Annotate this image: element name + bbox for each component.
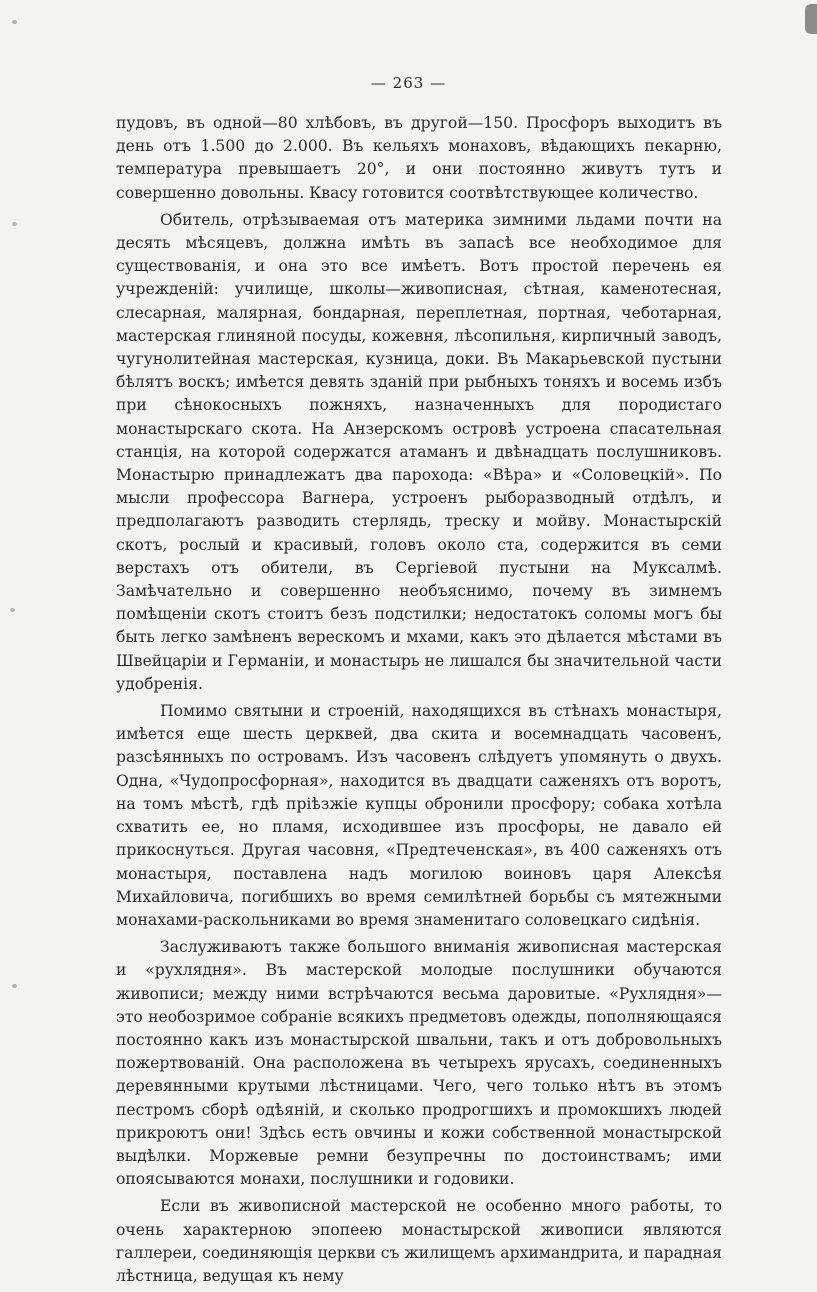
margin-speck [12, 984, 17, 988]
paragraph-1: пудовъ, въ одной—80 хлѣбовъ, въ другой—150. Просфоръ выходитъ въ день отъ 1.500 до 2.000. Въ кельяхъ монаховъ, вѣдающихъ пекарню, температура превышаетъ 20°, и они постоянно живутъ тутъ и совершенно довольны. Квасу готовится соотвѣтствующее количество. [116, 114, 722, 202]
margin-speck [10, 608, 15, 612]
margin-speck [12, 222, 17, 226]
page-number: — 263 — [370, 74, 447, 92]
margin-speck [12, 20, 17, 24]
body-text [116, 112, 722, 1292]
page-edge-mark [805, 4, 817, 34]
paragraph-4: Заслуживаютъ также большого вниманія живописная мастерская и «рухлядня». Въ мастерской молодые послушники обучаются живописи; между ними встрѣчаются весьма даровитые. «Рухлядня»—это необозримое собраніе всякихъ предметовъ одежды, пополняющаяся постоянно какъ изъ монастырской швальни, такъ и отъ добровольныхъ пожертвованій. Она расположена въ четырехъ ярусахъ, соединенныхъ деревянными крутыми лѣстницами. Чего, чего только нѣтъ въ этомъ пестромъ сборѣ одѣяній, и сколько продрогшихъ и промокшихъ людей прикроютъ они! Здѣсь есть овчины и кожи собственной монастырской выдѣлки. Моржевые ремни безупречны по достоинствамъ; ими опоясываются монахи, послушники и годовики. [116, 938, 722, 1189]
paragraph-5: Если въ живописной мастерской не особенно много работы, то очень характерною эпопеею монастырской живописи являются галлереи, соединяющія церкви съ жилищемъ архимандрита, и парадная лѣстница, ведущая къ нему [116, 1197, 722, 1285]
paragraph-2: Обитель, отрѣзываемая отъ материка зимними льдами почти на десять мѣсяцевъ, должна имѣть въ запасѣ все необходимое для существованія, и она это все имѣетъ. Вотъ простой перечень ея учрежденій: училище, школы—живописная, сѣтная, каменотесная, слесарная, малярная, бондарная, переплетная, портная, чеботарная, мастерская глиняной посуды, кожевня, лѣсопильня, кирпичный заводъ, чугунолитейная мастерская, кузница, доки. Въ Макарьевской пустыни бѣлятъ воскъ; имѣется девять зданій при рыбныхъ тоняхъ и восемь избъ при сѣнокосныхъ пожняхъ, назначенныхъ для породистаго монастырскаго скота. На Анзерскомъ островѣ устроена спасательная станція, на которой содержатся атаманъ и двѣнадцать послушниковъ. Монастырю принадлежатъ два парохода: «Вѣра» и «Соловецкій». По мысли профессора Вагнера, устроенъ рыборазводный отдѣлъ, и предполагаютъ разводить стерлядь, треску и мойву. Монастырскій скотъ, рослый и красивый, головъ около ста, содержится въ семи верстахъ отъ обители, въ Сергіевой пустыни на Муксалмѣ. Замѣчательно и совершенно необъяснимо, почему въ зимнемъ помѣщеніи скотъ стоитъ безъ подстилки; недостатокъ соломы могъ бы быть легко замѣненъ верескомъ и мхами, какъ это дѣлается мѣстами въ Швейцаріи и Германіи, и монастырь не лишался бы значительной части удобренія. [116, 210, 722, 693]
paragraph-3: Помимо святыни и строеній, находящихся въ стѣнахъ монастыря, имѣется еще шесть церквей, два скита и восемнадцать часовенъ, разсѣянныхъ по островамъ. Изъ часовенъ слѣдуетъ упомянуть о двухъ. Одна, «Чудопросфорная», находится въ двадцати саженяхъ отъ воротъ, на томъ мѣстѣ, гдѣ пріѣзжіе купцы обронили просфору; собака хотѣла схватить ее, но пламя, исходившее изъ просфоры, не давало ей прикоснуться. Другая часовня, «Предтеченская», въ 400 саженяхъ отъ монастыря, поставлена надъ могилою воиновъ царя Алексѣя Михайловича, погибшихъ во время семилѣтней борьбы съ мятежными монахами-раскольниками во время знаменитаго соловецкаго сидѣнія. [116, 702, 722, 929]
